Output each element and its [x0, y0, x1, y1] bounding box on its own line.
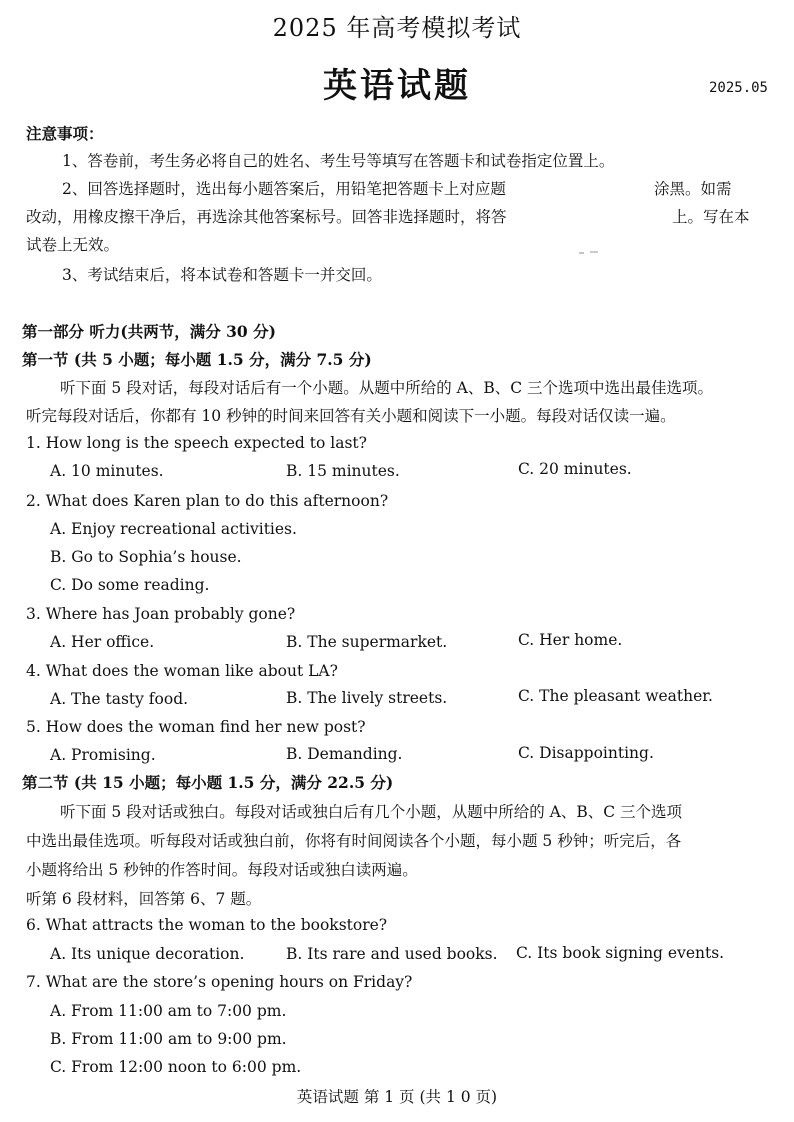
page-footer: 英语试题 第 1 页 (共 1 0 页)	[296, 1088, 498, 1106]
question-3-option-c: C. Her home.	[518, 631, 623, 649]
question-7-option-c: C. From 12:00 noon to 6:00 pm.	[50, 1058, 302, 1076]
material-note: 听第 6 段材料，回答第 6、7 题。	[26, 890, 262, 908]
question-2-option-c: C. Do some reading.	[50, 576, 210, 594]
question-5-option-c: C. Disappointing.	[518, 744, 654, 762]
question-3-option-a: A. Her office.	[50, 633, 155, 651]
section2-instructions-line-2: 中选出最佳选项。听每段对话或独白前，你将有时间阅读各个小题，每小题 5 秒钟；听完后，各	[26, 832, 682, 850]
question-6-option-c: C. Its book signing events.	[516, 944, 725, 962]
notes-item-2-line-3: 试卷上无效。	[26, 236, 120, 254]
question-7-option-a: A. From 11:00 am to 7:00 pm.	[50, 1002, 287, 1020]
subject-title: 英语试题	[323, 66, 471, 106]
notes-item-2-line-2: 改动，用橡皮擦干净后，再选涂其他答案标号。回答非选择题时，将答	[26, 208, 507, 226]
question-5-option-a: A. Promising.	[50, 746, 156, 764]
section1-instructions-line-1: 听下面 5 段对话，每段对话后有一个小题。从题中所给的 A、B、C 三个选项中选出最佳选项。	[60, 379, 714, 397]
question-7: 7. What are the store’s opening hours on Friday?	[26, 973, 413, 991]
question-2: 2. What does Karen plan to do this afternoon?	[26, 492, 389, 510]
question-5-option-b: B. Demanding.	[286, 745, 403, 763]
question-4-option-b: B. The lively streets.	[286, 689, 448, 707]
notes-item-2-line-1-tail: 涂黑。如需	[654, 180, 732, 198]
question-5: 5. How does the woman find her new post?	[26, 718, 366, 736]
question-6-option-a: A. Its unique decoration.	[50, 945, 245, 963]
section2-heading: 第二节 (共 15 小题；每小题 1.5 分，满分 22.5 分)	[22, 773, 394, 792]
question-4: 4. What does the woman like about LA?	[26, 662, 338, 680]
question-3-option-b: B. The supermarket.	[286, 633, 448, 651]
question-1: 1. How long is the speech expected to last?	[26, 434, 367, 452]
question-7-option-b: B. From 11:00 am to 9:00 pm.	[50, 1030, 287, 1048]
question-4-option-a: A. The tasty food.	[50, 690, 189, 708]
question-4-option-c: C. The pleasant weather.	[518, 687, 713, 705]
question-2-option-a: A. Enjoy recreational activities.	[50, 520, 297, 538]
notes-item-1: 1、答卷前，考生务必将自己的姓名、考生号等填写在答题卡和试卷指定位置上。	[62, 152, 615, 170]
section2-instructions-line-1: 听下面 5 段对话或独白。每段对话或独白后有几个小题，从题中所给的 A、B、C 三个选项	[60, 803, 683, 821]
exam-date: 2025.05	[708, 80, 768, 96]
notes-item-2-line-1: 2、回答选择题时，选出每小题答案后，用铅笔把答题卡上对应题	[62, 180, 506, 198]
question-3: 3. Where has Joan probably gone?	[26, 605, 296, 623]
notes-item-2-line-2-tail: 上。写在本	[672, 208, 750, 226]
question-1-option-c: C. 20 minutes.	[518, 460, 632, 478]
question-6: 6. What attracts the woman to the bookstore?	[26, 916, 388, 934]
scan-mark-icon	[578, 248, 602, 258]
question-6-option-b: B. Its rare and used books.	[286, 945, 498, 963]
notes-item-3: 3、考试结束后，将本试卷和答题卡一并交回。	[62, 266, 382, 284]
question-1-option-a: A. 10 minutes.	[50, 462, 164, 480]
part1-heading: 第一部分 听力(共两节，满分 30 分)	[22, 322, 276, 341]
section1-heading: 第一节 (共 5 小题；每小题 1.5 分，满分 7.5 分)	[22, 350, 372, 369]
question-2-option-b: B. Go to Sophia’s house.	[50, 548, 242, 566]
notes-heading: 注意事项：	[26, 124, 104, 143]
question-1-option-b: B. 15 minutes.	[286, 462, 400, 480]
exam-title: 2025 年高考模拟考试	[272, 14, 522, 42]
section2-instructions-line-3: 小题将给出 5 秒钟的作答时间。每段对话或独白读两遍。	[26, 861, 418, 879]
section1-instructions-line-2: 听完每段对话后，你都有 10 秒钟的时间来回答有关小题和阅读下一小题。每段对话仅读一遍。	[26, 407, 676, 425]
